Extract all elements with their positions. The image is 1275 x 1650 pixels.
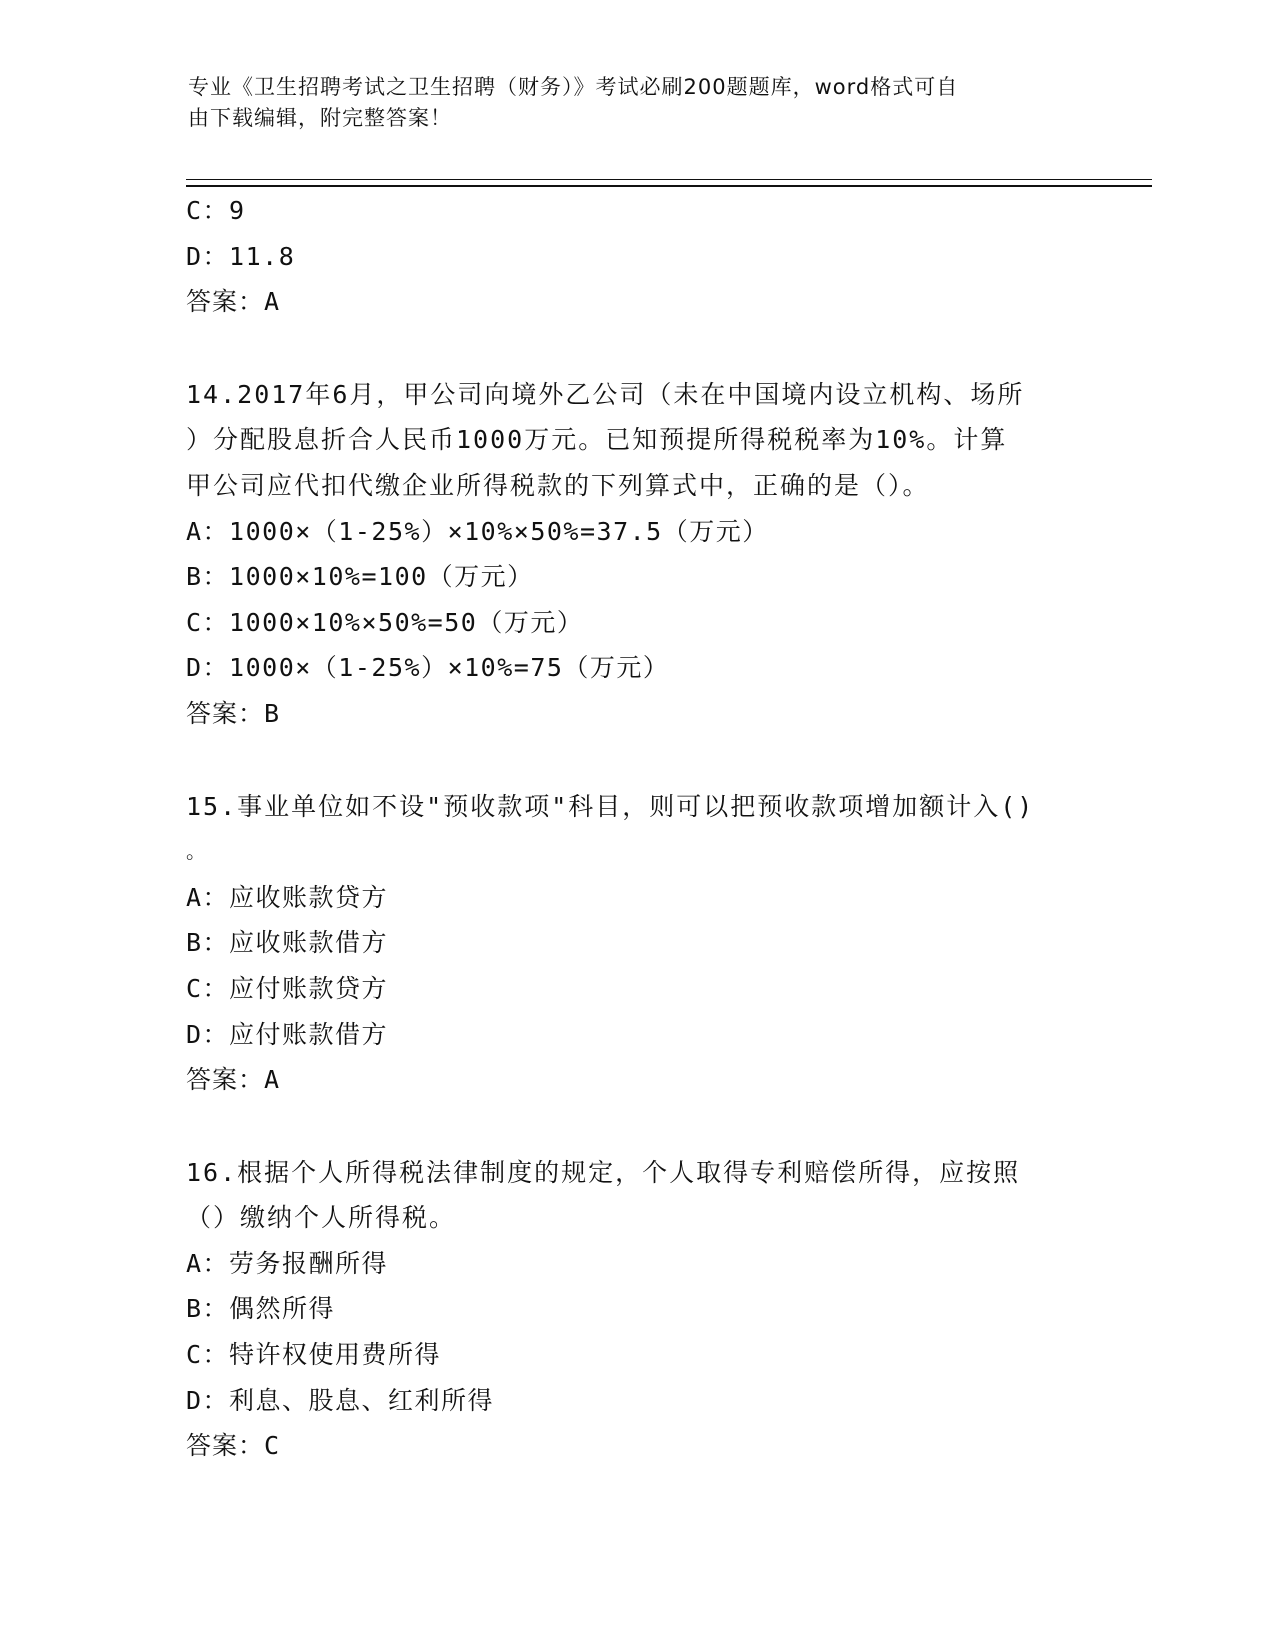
stem-line: 14.2017年6月，甲公司向境外乙公司（未在中国境内设立机构、场所: [186, 379, 1025, 409]
option-a: A：应收账款贷方: [186, 882, 389, 912]
option-c: C：特许权使用费所得: [186, 1340, 442, 1370]
option-d: D：11.8: [186, 241, 296, 271]
header-line-2: 由下载编辑，附完整答案！: [188, 106, 452, 130]
option-d: D：应付账款借方: [186, 1019, 389, 1049]
page-header: [188, 72, 1088, 134]
answer-value: A: [264, 287, 281, 317]
stem-line: ）分配股息折合人民币1000万元。已知预提所得税税率为10%。计算: [186, 425, 1008, 455]
question-14: [186, 372, 1086, 737]
header-divider: [186, 179, 1152, 187]
stem-line: 15.事业单位如不设"预收款项"科目，则可以把预收款项增加额计入(): [186, 791, 1035, 821]
option-d: D：利息、股息、红利所得: [186, 1385, 495, 1415]
answer-line: [186, 279, 1086, 325]
question-stem: [186, 1150, 1086, 1241]
option-c: C：1000×10%×50%=50（万元）: [186, 607, 584, 637]
option-b: B：应收账款借方: [186, 928, 389, 958]
answer-value: A: [264, 1065, 281, 1095]
option-c: C：9: [186, 196, 246, 225]
answer-value: C: [264, 1431, 281, 1461]
option-d: D：1000×（1-25%）×10%=75（万元）: [186, 653, 670, 683]
answer-line: [186, 1057, 1086, 1103]
option-a: A：劳务报酬所得: [186, 1248, 389, 1278]
option-a: A：1000×（1-25%）×10%×50%=37.5（万元）: [186, 516, 769, 546]
answer-label: 答案：: [186, 1065, 265, 1095]
question-16: [186, 1150, 1086, 1469]
option-c: C：应付账款贷方: [186, 973, 389, 1003]
question-stem: [186, 784, 1086, 875]
option-b: B：1000×10%=100（万元）: [186, 562, 534, 592]
stem-line: 16.根据个人所得税法律制度的规定，个人取得专利赔偿所得，应按照: [186, 1157, 1021, 1187]
answer-label: 答案：: [186, 287, 265, 317]
header-line-1: 专业《卫生招聘考试之卫生招聘（财务）》考试必刷200题题库，word格式可自: [188, 75, 959, 99]
document-body: [186, 188, 1086, 1469]
answer-line: [186, 1423, 1086, 1469]
question-13-tail: [186, 188, 1086, 325]
answer-label: 答案：: [186, 1431, 265, 1461]
answer-label: 答案：: [186, 698, 265, 728]
answer-value: B: [264, 698, 281, 728]
stem-line: 。: [186, 839, 208, 864]
question-15: [186, 784, 1086, 1103]
question-stem: [186, 372, 1086, 509]
stem-line: （）缴纳个人所得税。: [186, 1203, 457, 1233]
answer-line: [186, 691, 1086, 737]
stem-line: 甲公司应代扣代缴企业所得税款的下列算式中，正确的是（）。: [186, 470, 930, 500]
option-b: B：偶然所得: [186, 1294, 336, 1324]
